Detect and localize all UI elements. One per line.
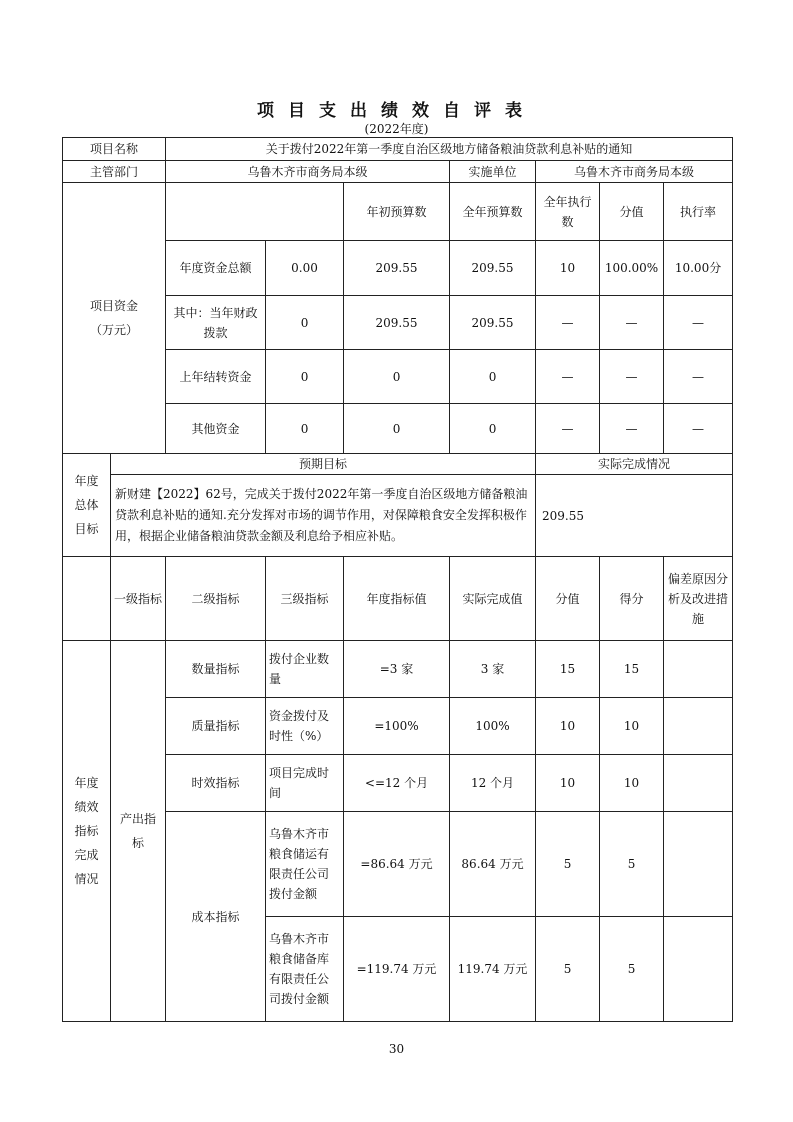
indicator-level3: 乌鲁木齐市粮食储备库有限责任公司拨付金额 bbox=[266, 917, 344, 1022]
indicator-target: =3 家 bbox=[344, 641, 450, 698]
indicator-actual: 119.74 万元 bbox=[450, 917, 536, 1022]
indicator-note bbox=[664, 698, 733, 755]
funds-cell: 209.55 bbox=[450, 241, 536, 296]
indicator-actual: 100% bbox=[450, 698, 536, 755]
funds-cell: 0 bbox=[450, 404, 536, 454]
dept-label: 主管部门 bbox=[63, 161, 166, 183]
funds-header-score: 分值 bbox=[600, 183, 664, 241]
indicator-header-note: 偏差原因分析及改进措施 bbox=[664, 557, 733, 641]
indicator-target: =119.74 万元 bbox=[344, 917, 450, 1022]
indicator-got: 15 bbox=[600, 641, 664, 698]
funds-cell: 0 bbox=[266, 404, 344, 454]
indicator-header-blank bbox=[63, 557, 111, 641]
funds-cell: — bbox=[600, 404, 664, 454]
funds-row-label: 年度资金总额 bbox=[166, 241, 266, 296]
funds-cell: — bbox=[600, 350, 664, 404]
indicator-score: 10 bbox=[536, 755, 600, 812]
indicator-level2: 数量指标 bbox=[166, 641, 266, 698]
funds-cell: 0.00 bbox=[266, 241, 344, 296]
indicator-level2: 时效指标 bbox=[166, 755, 266, 812]
indicator-got: 5 bbox=[600, 917, 664, 1022]
indicator-note bbox=[664, 917, 733, 1022]
overall-content-row bbox=[63, 475, 733, 557]
indicator-note bbox=[664, 755, 733, 812]
funds-cell: — bbox=[536, 350, 600, 404]
funds-header-row bbox=[63, 183, 733, 241]
indicator-actual: 86.64 万元 bbox=[450, 812, 536, 917]
funds-cell: 0 bbox=[266, 296, 344, 350]
indicator-header-level1: 一级指标 bbox=[111, 557, 166, 641]
funds-cell: 0 bbox=[344, 404, 450, 454]
indicator-level3: 乌鲁木齐市粮食储运有限责任公司拨付金额 bbox=[266, 812, 344, 917]
funds-cell: 209.55 bbox=[450, 296, 536, 350]
funds-row-label: 其中：当年财政拨款 bbox=[166, 296, 266, 350]
page-number: 30 bbox=[388, 1042, 405, 1056]
indicator-target: =100% bbox=[344, 698, 450, 755]
funds-cell: — bbox=[536, 404, 600, 454]
overall-actual-header: 实际完成情况 bbox=[536, 454, 733, 475]
funds-row-label: 其他资金 bbox=[166, 404, 266, 454]
indicator-score: 5 bbox=[536, 812, 600, 917]
funds-row-label: 上年结转资金 bbox=[166, 350, 266, 404]
funds-header-blank bbox=[166, 183, 344, 241]
funds-header-initial: 年初预算数 bbox=[344, 183, 450, 241]
overall-target-header: 预期目标 bbox=[111, 454, 536, 475]
funds-cell: — bbox=[664, 404, 733, 454]
dept-value: 乌鲁木齐市商务局本级 bbox=[166, 161, 450, 183]
indicator-level3: 项目完成时间 bbox=[266, 755, 344, 812]
indicator-header-row bbox=[63, 557, 733, 641]
indicator-header-actual: 实际完成值 bbox=[450, 557, 536, 641]
funds-header-rate: 执行率 bbox=[664, 183, 733, 241]
overall-actual-text: 209.55 bbox=[536, 475, 733, 557]
project-name-row bbox=[63, 138, 733, 161]
funds-cell: 100.00% bbox=[600, 241, 664, 296]
indicator-header-got: 得分 bbox=[600, 557, 664, 641]
impl-value: 乌鲁木齐市商务局本级 bbox=[536, 161, 733, 183]
funds-cell: — bbox=[664, 350, 733, 404]
funds-cell: 209.55 bbox=[344, 296, 450, 350]
indicator-header-level2: 二级指标 bbox=[166, 557, 266, 641]
funds-header-executed: 全年执行数 bbox=[536, 183, 600, 241]
indicator-level2: 成本指标 bbox=[166, 812, 266, 1022]
indicator-score: 15 bbox=[536, 641, 600, 698]
indicator-got: 10 bbox=[600, 755, 664, 812]
funds-cell: 10.00分 bbox=[664, 241, 733, 296]
indicator-level1-output: 产出指 标 bbox=[111, 641, 166, 1022]
project-name-label: 项目名称 bbox=[63, 138, 166, 161]
indicator-row-quantity bbox=[63, 641, 733, 698]
overall-header-row bbox=[63, 454, 733, 475]
overall-label: 年度 总体 目标 bbox=[63, 454, 111, 557]
indicator-header-target: 年度指标值 bbox=[344, 557, 450, 641]
funds-cell: 10 bbox=[536, 241, 600, 296]
funds-cell: — bbox=[664, 296, 733, 350]
indicator-header-score: 分值 bbox=[536, 557, 600, 641]
indicator-actual: 12 个月 bbox=[450, 755, 536, 812]
indicator-level3: 拨付企业数量 bbox=[266, 641, 344, 698]
indicator-got: 5 bbox=[600, 812, 664, 917]
self-evaluation-table bbox=[62, 137, 733, 1022]
indicator-note bbox=[664, 641, 733, 698]
funds-label: 项目资金 （万元） bbox=[63, 183, 166, 454]
funds-cell: 209.55 bbox=[344, 241, 450, 296]
impl-label: 实施单位 bbox=[450, 161, 536, 183]
indicator-got: 10 bbox=[600, 698, 664, 755]
page-subtitle: (2022年度) bbox=[364, 122, 429, 136]
indicator-score: 5 bbox=[536, 917, 600, 1022]
indicator-target: =86.64 万元 bbox=[344, 812, 450, 917]
indicator-actual: 3 家 bbox=[450, 641, 536, 698]
indicator-note bbox=[664, 812, 733, 917]
overall-target-text: 新财建【2022】62号，完成关于拨付2022年第一季度自治区级地方储备粮油贷款利息补贴的通知.充分发挥对市场的调节作用，对保障粮食安全发挥积极作用，根据企业储备粮油贷款金额及利息给予相应补贴。 bbox=[111, 475, 536, 557]
funds-cell: 0 bbox=[344, 350, 450, 404]
indicator-header-level3: 三级指标 bbox=[266, 557, 344, 641]
indicator-section-label: 年度 绩效 指标 完成 情况 bbox=[63, 641, 111, 1022]
project-name-value: 关于拨付2022年第一季度自治区级地方储备粮油贷款利息补贴的通知 bbox=[166, 138, 733, 161]
indicator-level3: 资金拨付及时性（%） bbox=[266, 698, 344, 755]
funds-cell: 0 bbox=[266, 350, 344, 404]
funds-cell: 0 bbox=[450, 350, 536, 404]
indicator-level2: 质量指标 bbox=[166, 698, 266, 755]
funds-header-annual: 全年预算数 bbox=[450, 183, 536, 241]
indicator-target: <=12 个月 bbox=[344, 755, 450, 812]
funds-cell: — bbox=[600, 296, 664, 350]
department-row bbox=[63, 161, 733, 183]
funds-cell: — bbox=[536, 296, 600, 350]
indicator-score: 10 bbox=[536, 698, 600, 755]
page-title: 项目支出绩效自评表 bbox=[257, 101, 536, 121]
